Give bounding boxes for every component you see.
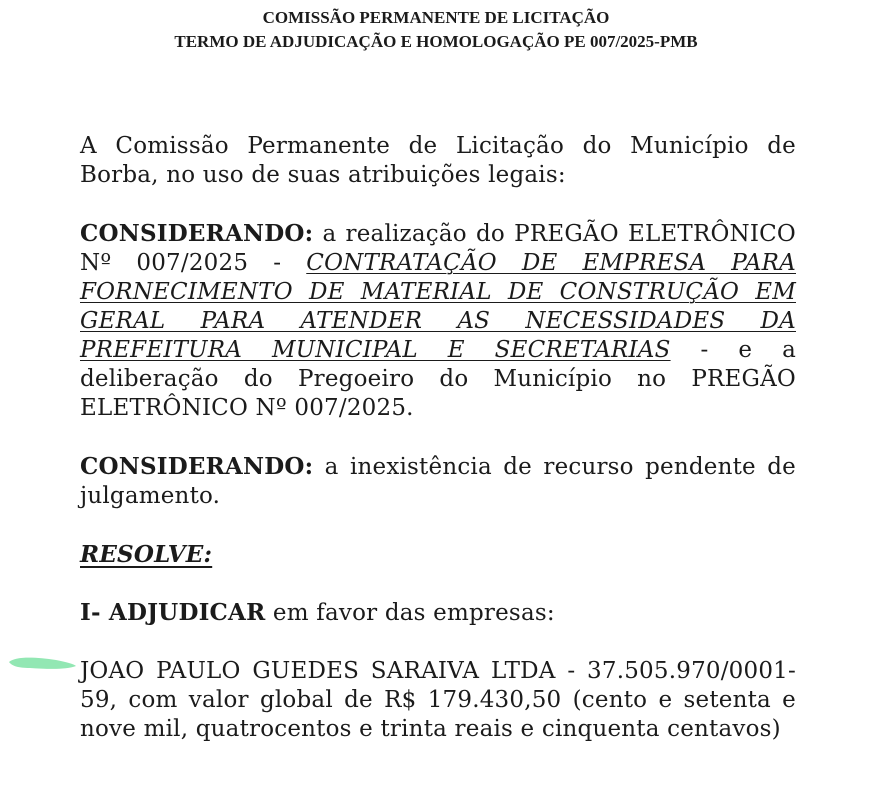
company-paragraph: JOAO PAULO GUEDES SARAIVA LTDA - 37.505.970/0001-59, com valor global de R$ 179.430,50 (cento e setenta e nove mil, quatrocentos e trinta reais e cinquenta centavos) [80,658,796,742]
header-title: COMISSÃO PERMANENTE DE LICITAÇÃO [262,8,610,27]
document-header [0,6,872,54]
adjudicar-paragraph [80,598,796,628]
considerando-text-after: - e a deliberação do Pregoeiro do Município no PREGÃO ELETRÔNICO Nº 007/2025. [80,337,796,421]
considerando-label: CONSIDERANDO: [80,220,314,247]
adjudicar-text: em favor das empresas: [265,600,555,626]
considerando-paragraph-1 [80,219,796,423]
considerando-text: a realização do PREGÃO ELETRÔNICO Nº 007/2025 - [80,221,796,276]
header-subtitle: TERMO DE ADJUDICAÇÃO E HOMOLOGAÇÃO PE 007/2025-PMB [174,32,698,51]
highlighter-mark [6,650,78,674]
resolve-heading: RESOLVE: [80,541,213,568]
document-body [80,132,796,773]
adjudicar-label: I- ADJUDICAR [80,599,266,626]
considerando-label: CONSIDERANDO: [80,453,314,480]
intro-paragraph: A Comissão Permanente de Licitação do Município de Borba, no uso de suas atribuições legais: [80,133,796,188]
considerando-paragraph-2 [80,452,796,511]
contract-object: CONTRATAÇÃO DE EMPRESA PARA FORNECIMENTO DE MATERIAL DE CONSTRUÇÃO EM GERAL PARA ATENDER AS NECESSIDADES DA PREFEITURA MUNICIPAL E SECRETARIAS [80,250,796,363]
considerando-text: a inexistência de recurso pendente de julgamento. [80,454,796,509]
